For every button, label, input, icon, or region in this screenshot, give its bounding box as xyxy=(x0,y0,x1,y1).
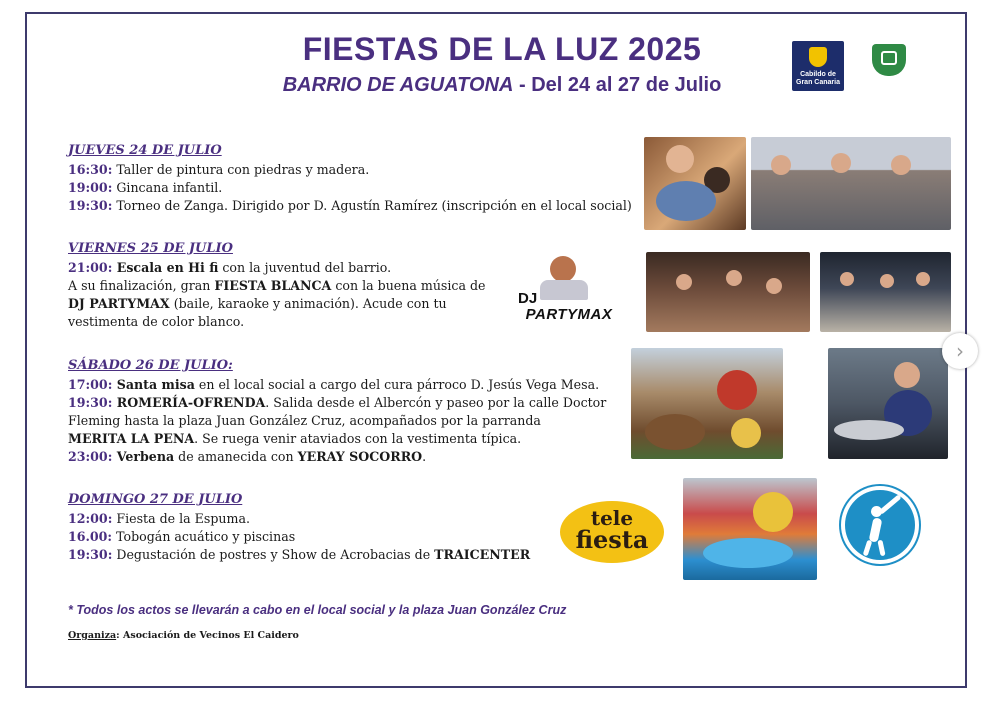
telefiesta-logo: tele fiesta xyxy=(560,501,664,563)
heading-viernes: VIERNES 25 DE JULIO xyxy=(68,241,233,256)
schedule-sabado: 17:00: Santa misa en el local social a cargo del cura párroco D. Jesús Vega Mesa. 19:30: ROMERÍA-OFRENDA. Salida desde el Albercón y paseo por la calle Doctor Fleming hasta la plaza Juan González Cruz, acompañados por la parranda MERITA LA PENA. Se ruega venir ataviados con la vestimenta típica. 23:00: Verbena de amanecida con YERAY SOCORRO. xyxy=(68,377,607,464)
next-image-button[interactable] xyxy=(942,333,978,369)
heading-jueves: JUEVES 24 DE JULIO xyxy=(68,143,222,158)
organiza: Organiza: Asociación de Vecinos El Caidero xyxy=(68,630,299,641)
list-item: 19:30: Degustación de postres y Show de Acrobacias de TRAICENTER xyxy=(68,547,531,562)
list-item: 19:00: Gincana infantil. xyxy=(68,180,223,195)
photo-fiesta-blanca xyxy=(646,252,810,332)
crest-icon xyxy=(809,47,827,67)
photo-grupo-zanga xyxy=(751,137,951,230)
photo-toboggan-piscina xyxy=(683,478,817,580)
photo-baile xyxy=(820,252,951,332)
heading-domingo: DOMINGO 27 DE JULIO xyxy=(68,492,243,507)
barrio-name: BARRIO DE AGUATONA xyxy=(282,74,514,96)
photo-verbena-musico xyxy=(828,348,948,459)
dj-head-icon xyxy=(550,256,576,282)
acrobacias-icon xyxy=(841,486,919,564)
shield-icon xyxy=(872,44,906,76)
list-item: 19:30: Torneo de Zanga. Dirigido por D. Agustín Ramírez (inscripción en el local social) xyxy=(68,198,632,213)
chevron-right-icon: › xyxy=(956,339,964,363)
list-item: 16:30: Taller de pintura con piedras y madera. xyxy=(68,162,370,177)
schedule-jueves xyxy=(68,161,632,215)
photo-taller-pintura xyxy=(644,137,746,230)
event-dates: - Del 24 al 27 de Julio xyxy=(513,74,722,96)
heading-sabado: SÁBADO 26 DE JULIO: xyxy=(68,358,233,373)
event-poster xyxy=(25,12,967,688)
list-item: 12:00: Fiesta de la Espuma. xyxy=(68,511,250,526)
dj-partymax-logo: DJ PARTYMAX xyxy=(510,254,628,328)
poster-title: FIESTAS DE LA LUZ 2025 xyxy=(302,31,702,67)
ayuntamiento-logo xyxy=(861,44,917,88)
list-item: 16.00: Tobogán acuático y piscinas xyxy=(68,529,296,544)
footnote: * Todos los actos se llevarán a cabo en el local social y la plaza Juan González Cruz xyxy=(68,603,567,617)
schedule-viernes: 21:00: Escala en Hi fi con la juventud del barrio. A su finalización, gran FIESTA BLANCA con la buena música de DJ PARTYMAX (baile, karaoke y animación). Acude con tu vestimenta de color blanco. xyxy=(68,260,486,329)
cabildo-logo xyxy=(792,41,844,91)
schedule-domingo xyxy=(68,510,530,564)
cabildo-logo-text: Cabildo de Gran Canaria xyxy=(796,71,840,86)
photo-romeria-ofrenda xyxy=(631,348,783,459)
